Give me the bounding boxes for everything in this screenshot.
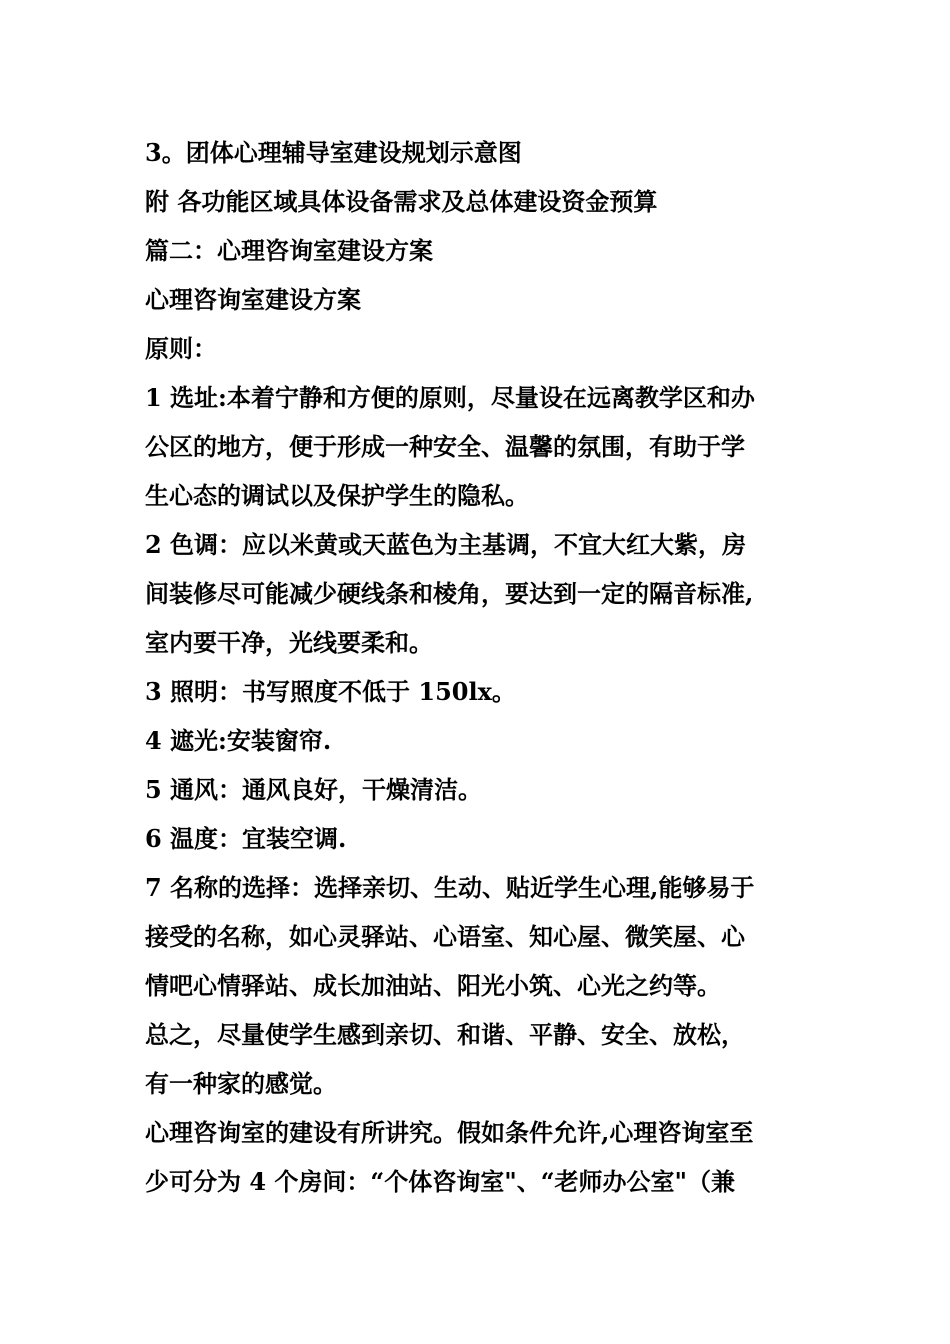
- summary-line-1: 总之，尽量使学生感到亲切、和谐、平静、安全、放松，: [145, 1020, 745, 1049]
- item-6-temperature: 6 温度：宜装空调.: [145, 824, 347, 853]
- document-title: 心理咨询室建设方案: [145, 285, 361, 314]
- item-1-location-line-3: 生心态的调试以及保护学生的隐私。: [145, 481, 529, 510]
- item-2-color-line-3: 室内要干净，光线要柔和。: [145, 628, 433, 657]
- rooms-paragraph-line-1: 心理咨询室的建设有所讲究。假如条件允许,心理咨询室至: [145, 1118, 754, 1147]
- item-2-color-line-2: 间装修尽可能减少硬线条和棱角，要达到一定的隔音标准,: [145, 579, 754, 608]
- section-title-part-two: 篇二：心理咨询室建设方案: [145, 236, 433, 265]
- item-1-location-line-1: 1 选址:本着宁静和方便的原则，尽量设在远离教学区和办: [145, 383, 755, 412]
- heading-group-counseling-diagram: 3。团体心理辅导室建设规划示意图: [145, 138, 522, 167]
- item-7-naming-line-1: 7 名称的选择：选择亲切、生动、贴近学生心理,能够易于: [145, 873, 755, 902]
- item-2-color-line-1: 2 色调：应以米黄或天蓝色为主基调，不宜大红大紫，房: [145, 530, 747, 559]
- item-7-naming-line-2: 接受的名称，如心灵驿站、心语室、知心屋、微笑屋、心: [145, 922, 745, 951]
- item-7-naming-line-3: 情吧心情驿站、成长加油站、阳光小筑、心光之约等。: [145, 971, 721, 1000]
- rooms-paragraph-line-2: 少可分为 4 个房间：“个体咨询室"、“老师办公室"（兼: [145, 1167, 736, 1196]
- document-body: [145, 128, 811, 1206]
- item-1-location-line-2: 公区的地方，便于形成一种安全、温馨的氛围，有助于学: [145, 432, 745, 461]
- item-3-lighting: 3 照明：书写照度不低于 150lx。: [145, 677, 516, 706]
- appendix-line: 附 各功能区域具体设备需求及总体建设资金预算: [145, 187, 658, 216]
- principles-heading: 原则：: [145, 334, 217, 363]
- item-4-shading: 4 遮光:安装窗帘.: [145, 726, 332, 755]
- summary-line-2: 有一种家的感觉。: [145, 1069, 337, 1098]
- item-5-ventilation: 5 通风：通风良好，干燥清洁。: [145, 775, 483, 804]
